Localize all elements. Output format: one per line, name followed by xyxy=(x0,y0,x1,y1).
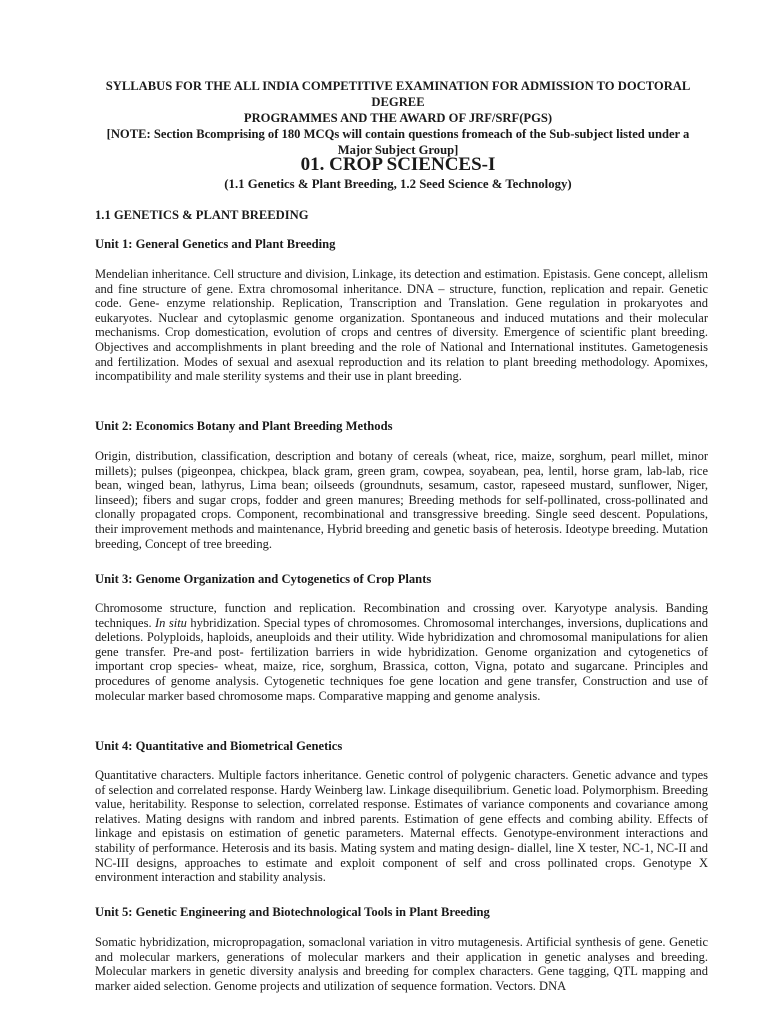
unit-1-title: Unit 1: General Genetics and Plant Breeding xyxy=(95,237,336,251)
syllabus-header xyxy=(88,78,708,158)
page-subtitle: (1.1 Genetics & Plant Breeding, 1.2 Seed Science & Technology) xyxy=(224,177,572,191)
unit-4-text: Quantitative characters. Multiple factors inheritance. Genetic control of polygenic characters. Genetic advance and types of selection and correlated response. Hardy Weinberg law. Linkage disequilibrium. Genetic load. Polymorphism. Breeding value, heritability. Response to selection, correlated response. Estimates of variance components and covariance among relatives. Mating designs with random and inbred parents. Estimation of gene effects and combing ability. Effects of linkage and epistasis on estimation of genetic parameters. Maternal effects. Genotype-environment interactions and stability of performance. Heterosis and its basis. Mating system and mating design- diallel, line X tester, NC-1, NC-II and NC-III designs, approaches to estimate and exploit component of self and cross pollinated crops. Genotype X environment interaction and stability analysis. xyxy=(95,768,708,885)
page-title: 01. CROP SCIENCES-I xyxy=(300,154,496,175)
header-note-line-2: Major Subject Group] xyxy=(337,143,459,157)
unit-3-title: Unit 3: Genome Organization and Cytogenetics of Crop Plants xyxy=(95,572,432,586)
unit-4-title: Unit 4: Quantitative and Biometrical Genetics xyxy=(95,739,343,753)
unit-5-title: Unit 5: Genetic Engineering and Biotechnological Tools in Plant Breeding xyxy=(95,905,490,919)
unit-3-text-part-2: hybridization. Special types of chromosomes. Chromosomal interchanges, inversions, duplications and deletions. Polyploids, haploids, aneuploids and their utility. Wide hybridization and chromosomal manipulations for alien gene transfer. Pre-and post- fertilization barriers in wide hybridization. Genome organization and cytogenetics of important crop species- wheat, maize, rice, sorghum, Brassica, cotton, Vigna, potato and sugarcane. Principles and procedures of genome analysis. Cytogenetic techniques foe gene location and gene transfer, Construction and use of molecular marker based chromosome maps. Comparative mapping and genome analysis. xyxy=(95,615,708,703)
unit-2-title: Unit 2: Economics Botany and Plant Breeding Methods xyxy=(95,419,393,433)
unit-3-text-part-1: Chromosome structure, function and replication. Recombination and crossing over. Karyotype analysis. Banding techniques. xyxy=(95,601,708,630)
header-line-2: PROGRAMMES AND THE AWARD OF JRF/SRF(PGS) xyxy=(243,111,553,125)
unit-3-italic-term: In situ xyxy=(155,615,187,630)
unit-1-text: Mendelian inheritance. Cell structure and division, Linkage, its detection and estimation. Epistasis. Gene concept, allelism and fine structure of gene. Extra chromosomal inheritance. DNA – structure, function, replication and repair. Genetic code. Gene- enzyme relationship. Replication, Transcription and Translation. Gene regulation in prokaryotes and eukaryotes. Nuclear and cytoplasmic genome organization. Spontaneous and induced mutations and their molecular mechanisms. Crop domestication, evolution of crops and centres of diversity. Emergence of scientific plant breeding. Objectives and accomplishments in plant breeding and the role of National and International institutes. Gametogenesis and fertilization. Modes of sexual and asexual reproduction and its relation to plant breeding methodology. Apomixes, incompatibility and male sterility systems and their use in plant breeding. xyxy=(95,267,708,384)
unit-5-text: Somatic hybridization, micropropagation, somaclonal variation in vitro mutagenesis. Artificial synthesis of gene. Genetic and molecular markers, generations of molecular markers and their application in genetic analyses and breeding. Molecular markers in genetic diversity analysis and breeding for complex characters. Gene tagging, QTL mapping and marker aided selection. Genome projects and utilization of sequence formation. Vectors. DNA xyxy=(95,935,708,993)
unit-2-text: Origin, distribution, classification, description and botany of cereals (wheat, rice, maize, sorghum, pearl millet, minor millets); pulses (pigeonpea, chickpea, black gram, green gram, cowpea, soyabean, pea, lentil, horse gram, lab-lab, rice bean, winged bean, lathyrus, Lima bean; oilseeds (groundnuts, sesamum, castor, rapeseed mustard, sunflower, Niger, linseed); fibers and sugar crops, fodder and green manures; Breeding methods for self-pollinated, cross-pollinated and clonally propagated crops. Component, recombinational and transgressive breeding. Single seed descent. Populations, their improvement methods and maintenance, Hybrid breeding and genetic basis of heterosis. Ideotype breeding. Mutation breeding, Concept of tree breeding. xyxy=(95,449,708,551)
header-line-1: SYLLABUS FOR THE ALL INDIA COMPETITIVE EXAMINATION FOR ADMISSION TO DOCTORAL DEGREE xyxy=(105,79,691,109)
unit-3-text xyxy=(95,601,708,703)
header-note-line-1: [NOTE: Section Bcomprising of 180 MCQs will contain questions fromeach of the Sub-subject listed under a xyxy=(106,127,690,141)
section-heading: 1.1 GENETICS & PLANT BREEDING xyxy=(95,208,309,222)
